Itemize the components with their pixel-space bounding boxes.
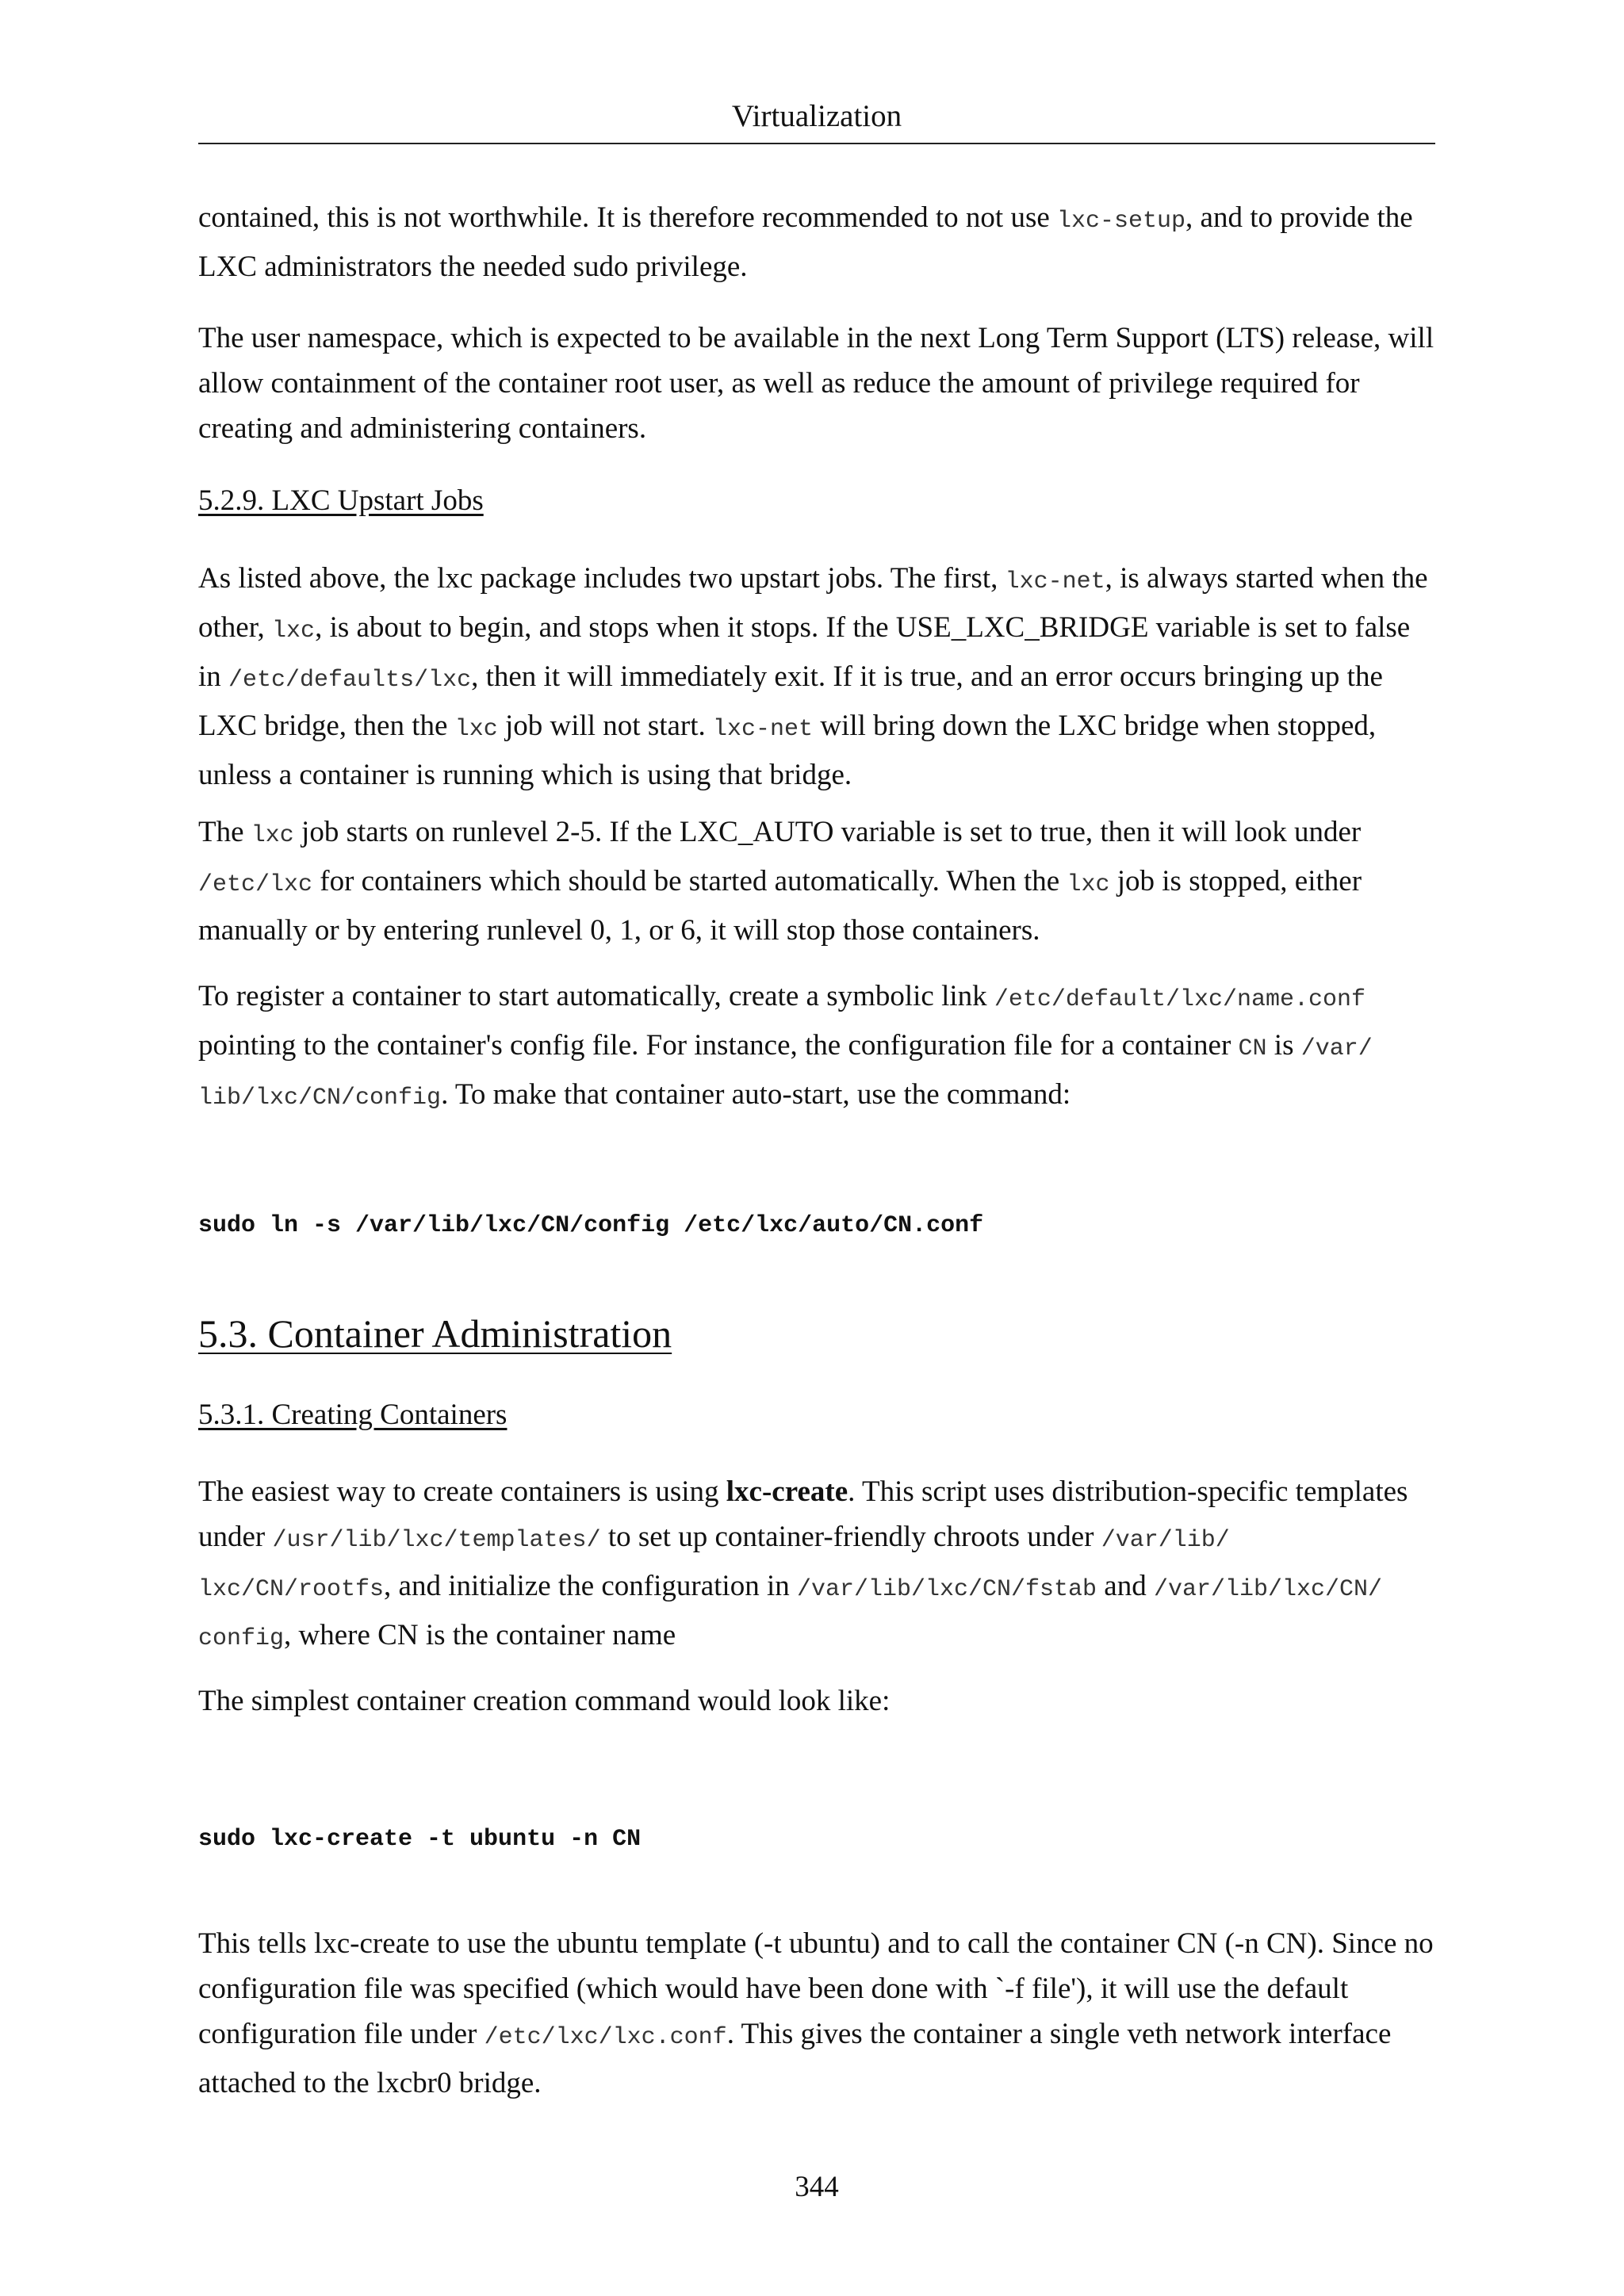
inline-code: CN — [1238, 1035, 1267, 1062]
running-header: Virtualization — [731, 99, 902, 133]
document-page — [198, 0, 1435, 2296]
inline-code: /etc/default/lxc/name.conf — [994, 986, 1365, 1013]
text: , then it will immediately exit. If it is true, and an error occurs bringing up the LXC bridge, then the — [198, 660, 1383, 742]
inline-code: /var/lib/lxc/CN/ — [1153, 1576, 1383, 1603]
text: is — [1266, 1029, 1301, 1062]
subsection-heading-upstart-jobs: 5.2.9. LXC Upstart Jobs — [198, 484, 484, 517]
text: , and to provide the LXC administrators the needed sudo privilege. — [198, 201, 1413, 283]
command-block-lxc-create: sudo lxc-create -t ubuntu -n CN — [198, 1826, 642, 1853]
paragraph-upstart-jobs — [198, 556, 1435, 798]
text: , is always started when the other, — [198, 562, 1428, 644]
text: . This script uses distribution-specific templates under — [198, 1475, 1408, 1553]
paragraph-lxc-job — [198, 809, 1435, 953]
inline-code: /etc/lxc — [198, 871, 313, 898]
command-block-ln: sudo ln -s /var/lib/lxc/CN/config /etc/lxc/auto/CN.conf — [198, 1212, 984, 1239]
section-heading-container-administration: 5.3. Container Administration — [198, 1311, 672, 1356]
text: To register a container to start automatically, create a symbolic link — [198, 980, 994, 1012]
text: to set up container-friendly chroots under — [600, 1521, 1101, 1553]
text: The simplest container creation command would look like: — [198, 1685, 891, 1717]
text: This tells lxc-create to use the ubuntu template (-t ubuntu) and to call the container CN (-n CN). Since no configuration file was specified (which would have been done with `-f file'), it will use the default configuration file under — [198, 1927, 1434, 2050]
text: job is stopped, either manually or by entering runlevel 0, 1, or 6, it will stop those containers. — [198, 865, 1362, 947]
inline-code: lxc — [251, 822, 294, 849]
inline-code: lxc-net — [713, 716, 814, 743]
bold-term: lxc-create — [726, 1475, 848, 1508]
text: , where CN is the container name — [284, 1619, 676, 1651]
paragraph-auto-start — [198, 974, 1435, 1121]
text: . To make that container auto-start, use the command: — [441, 1078, 1071, 1111]
paragraph-lxc-setup — [198, 195, 1435, 289]
inline-code: /usr/lib/lxc/templates/ — [272, 1527, 601, 1554]
inline-code: lxc-setup — [1057, 208, 1186, 235]
text: The user namespace, which is expected to be available in the next Long Term Support (LTS) release, will allow containment of the container root user, as well as reduce the amount of privilege required for creating and administering containers. — [198, 322, 1434, 445]
inline-code: lxc — [454, 716, 498, 743]
paragraph-creating-containers — [198, 1469, 1435, 1662]
inline-code: /etc/defaults/lxc — [228, 667, 472, 694]
text: pointing to the container's config file. For instance, the configuration file for a container — [198, 1029, 1239, 1062]
inline-code: lib/lxc/CN/config — [198, 1085, 442, 1112]
inline-code: lxc — [1067, 871, 1110, 898]
text: for containers which should be started automatically. When the — [312, 865, 1067, 897]
paragraph-lxc-create-explanation — [198, 1921, 1435, 2106]
text: , is about to begin, and stops when it stops. If the USE_LXC_BRIDGE variable is set to false in — [198, 611, 1411, 693]
page-number: 344 — [795, 2171, 839, 2203]
text: contained, this is not worthwhile. It is therefore recommended to not use — [198, 201, 1058, 234]
inline-code: /var/lib/lxc/CN/fstab — [796, 1576, 1097, 1603]
text: The — [198, 816, 251, 848]
text: As listed above, the lxc package includes two upstart jobs. The first, — [198, 562, 1005, 595]
subsection-heading-creating-containers: 5.3.1. Creating Containers — [198, 1399, 508, 1431]
inline-code: lxc-net — [1005, 568, 1105, 595]
text: , and initialize the configuration in — [384, 1570, 797, 1602]
paragraph-simplest-command — [198, 1678, 1435, 1724]
inline-code: /var/lib/ — [1101, 1527, 1230, 1554]
text: and — [1097, 1570, 1154, 1602]
text: will bring down the LXC bridge when stopped, unless a container is running which is using that bridge. — [198, 710, 1377, 791]
inline-code: lxc — [272, 618, 316, 645]
inline-code: /var/ — [1300, 1035, 1373, 1062]
text: The easiest way to create containers is using — [198, 1475, 726, 1508]
text: job will not start. — [497, 710, 714, 742]
inline-code: /etc/lxc/lxc.conf — [484, 2024, 727, 2051]
paragraph-user-namespace — [198, 316, 1435, 451]
text: . This gives the container a single veth network interface attached to the lxcbr0 bridge. — [198, 2018, 1392, 2099]
inline-code: config — [198, 1625, 285, 1652]
text: job starts on runlevel 2-5. If the LXC_AUTO variable is set to true, then it will look under — [293, 816, 1362, 848]
header-divider — [198, 143, 1435, 144]
inline-code: lxc/CN/rootfs — [198, 1576, 385, 1603]
